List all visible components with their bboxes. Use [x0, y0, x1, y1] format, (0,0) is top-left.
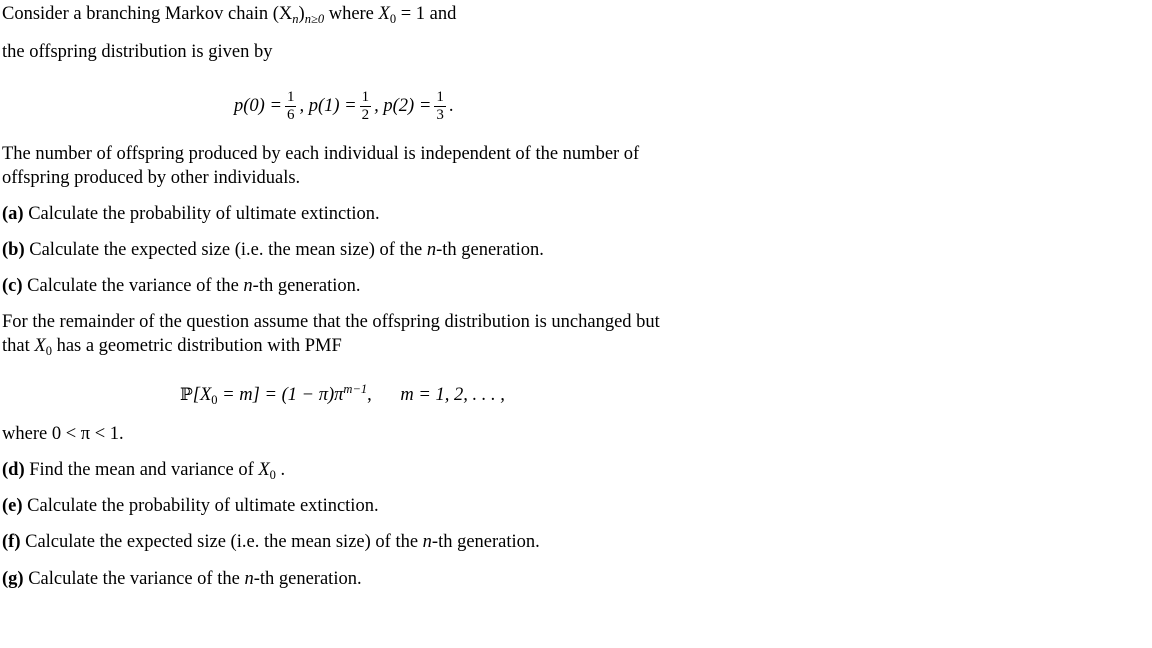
pmf-lhs: [X — [192, 385, 212, 405]
part-g — [2, 567, 362, 591]
where-word: where — [328, 4, 374, 24]
part-text: Calculate the variance of the — [27, 276, 239, 296]
part-text: Calculate the variance of the — [28, 569, 240, 589]
x0-symbol: $X_0$ — [258, 460, 276, 482]
pmf-rhs: = m] = (1 − π)π — [222, 385, 344, 405]
n-symbol: n — [244, 569, 254, 589]
pmf-exponent: m−1 — [343, 382, 368, 396]
part-label: (c) — [2, 276, 23, 296]
part-text-suffix: . — [280, 460, 286, 480]
remainder-line-1: For the remainder of the question assume that the offspring distribution is unchanged but — [2, 312, 660, 332]
part-label: (g) — [2, 569, 24, 589]
part-e — [2, 494, 379, 518]
part-text: Calculate the expected size (i.e. the mean size) of the — [25, 532, 419, 552]
intro-line-2: the offspring distribution is given by — [2, 42, 273, 62]
independence-line-2: offspring produced by other individuals. — [2, 168, 301, 188]
part-text: Calculate the probability of ultimate extinction. — [27, 496, 379, 516]
part-text-suffix: -th generation. — [253, 569, 362, 589]
p1-fraction: $\frac{1}{2}$ — [361, 88, 370, 123]
part-label: (d) — [2, 460, 25, 480]
part-label: (a) — [2, 204, 24, 224]
part-text-suffix: -th generation. — [431, 532, 540, 552]
x0-symbol: $X_0$ — [378, 4, 397, 26]
part-text-suffix: -th generation. — [436, 240, 544, 260]
p2-fraction: $\frac{1}{3}$ — [436, 88, 444, 123]
n-symbol: n — [426, 240, 437, 260]
offspring-distribution-equation — [234, 82, 453, 130]
part-label: (b) — [2, 240, 25, 260]
geometric-pmf-equation: $ℙ[X_0 = m] = (1 - \pi)\pi^{m-1}$, m = 1, 2, . . . , — [180, 382, 505, 407]
p2-label: , p(2) = — [374, 95, 432, 116]
part-d — [2, 458, 285, 487]
part-f — [2, 530, 540, 554]
x0-equals: = 1 and — [400, 4, 457, 24]
part-a — [2, 202, 380, 226]
p0-fraction: $\frac{1}{6}$ — [286, 88, 295, 123]
x0-symbol: $X_0$ — [34, 336, 52, 358]
chain-symbol: $(X_n)_{n\ge 0}$ — [272, 4, 325, 26]
part-label: (e) — [2, 496, 23, 516]
remainder-line-2: that $X_0$ has a geometric distribution with PMF — [2, 336, 342, 358]
intro-line-1 — [2, 2, 456, 31]
part-label: (f) — [2, 532, 21, 552]
part-text: Calculate the probability of ultimate extinction. — [28, 204, 380, 224]
part-text-suffix: -th generation. — [252, 276, 361, 296]
p1-label: , p(1) = — [299, 95, 357, 116]
part-b — [2, 238, 544, 262]
equation1-period: . — [448, 95, 454, 116]
part-text: Find the mean and variance of — [29, 460, 254, 480]
pmf-range: m = 1, 2, . . . , — [400, 385, 505, 405]
n-symbol: n — [243, 276, 253, 296]
where-line: where 0 < π < 1. — [2, 424, 124, 444]
independence-line-1: The number of offspring produced by each individual is independent of the number of — [2, 144, 640, 164]
p0-label: p(0) = — [234, 95, 282, 116]
part-c — [2, 274, 361, 298]
n-symbol: n — [422, 532, 432, 552]
intro-text: Consider a branching Markov chain — [2, 4, 269, 24]
probability-symbol: ℙ — [180, 385, 193, 405]
part-text: Calculate the expected size (i.e. the mean size) of the — [29, 240, 423, 260]
